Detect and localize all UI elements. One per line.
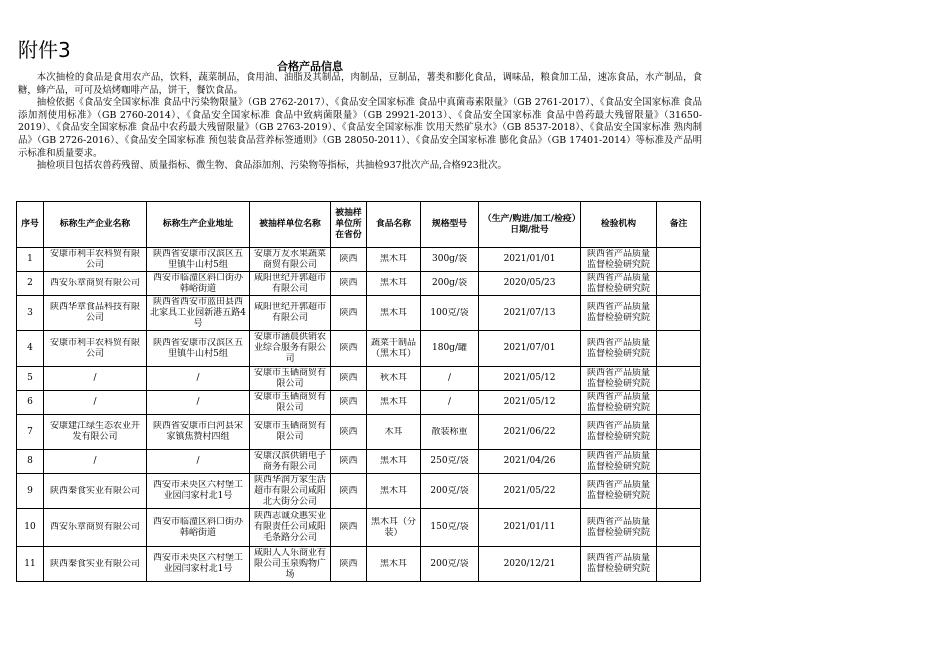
cell-food-name — [367, 474, 421, 509]
cell-manufacturer-address — [147, 415, 250, 450]
annex-label: 附件3 — [18, 38, 71, 62]
cell-province — [331, 296, 367, 331]
cell-date-batch-text: 2021/05/12 — [503, 373, 556, 383]
cell-food-name-text: 黑木耳 — [379, 558, 407, 569]
cell-manufacturer-address-text: 西安市临潼区斜口街办韩峪街道 — [152, 516, 243, 538]
cell-spec — [421, 547, 479, 582]
cell-seq-text: 9 — [27, 485, 33, 496]
cell-spec — [421, 272, 479, 296]
cell-manufacturer-address-text: 西安市临潼区斜口街办韩峪街道 — [152, 272, 243, 294]
cell-manufacturer-name-text: / — [93, 456, 97, 466]
cell-remarks — [657, 367, 701, 391]
cell-inspection-agency — [581, 509, 657, 547]
cell-food-name-text: 秋木耳 — [379, 373, 407, 383]
cell-spec-text: / — [447, 397, 452, 407]
cell-date-batch-text: 2021/06/22 — [503, 426, 556, 437]
cell-inspection-agency-text: 陕西省产品质量监督检验研究院 — [586, 367, 650, 389]
cell-manufacturer-address — [147, 367, 250, 391]
cell-province — [331, 248, 367, 272]
cell-date-batch — [479, 509, 581, 547]
table-row — [17, 272, 701, 296]
header-sampled-unit: 被抽样单位名称 — [250, 202, 331, 248]
cell-sampled-unit-text: 安康市涵晨供销农业综合服务有限公司 — [253, 332, 326, 364]
cell-spec — [421, 331, 479, 367]
cell-manufacturer-address-text: 西安市未央区六村堡工业园闫家村北1号 — [152, 480, 243, 501]
cell-food-name-text: 黑木耳 — [379, 278, 407, 288]
cell-province — [331, 474, 367, 509]
cell-manufacturer-name-text: / — [93, 373, 97, 383]
table-row — [17, 415, 701, 450]
cell-spec — [421, 391, 479, 415]
cell-province-text: 陕西 — [339, 522, 358, 532]
cell-spec-text: 散装称重 — [431, 426, 468, 437]
cell-inspection-agency — [581, 415, 657, 450]
cell-manufacturer-name — [44, 509, 147, 547]
cell-manufacturer-name-text: 安康市利丰农科贸有限公司 — [49, 248, 140, 270]
cell-food-name-text: 木耳 — [384, 426, 403, 437]
cell-manufacturer-address — [147, 547, 250, 582]
document-title: 合格产品信息 — [277, 60, 343, 73]
cell-manufacturer-address — [147, 391, 250, 415]
cell-manufacturer-address-text: 陕西省西安市蓝田县西北家具工业园新港五路4号 — [150, 296, 246, 329]
header-food-name: 食品名称 — [367, 202, 421, 248]
table-header-row — [17, 202, 701, 248]
cell-manufacturer-address — [147, 296, 250, 331]
cell-manufacturer-name — [44, 415, 147, 450]
cell-manufacturer-name-text: 陕西秦食实业有限公司 — [49, 558, 140, 569]
cell-date-batch-text: 2021/01/11 — [503, 522, 556, 532]
cell-manufacturer-name — [44, 450, 147, 474]
cell-food-name — [367, 367, 421, 391]
intro-paragraph-scope: 本次抽检的食品是食用农产品，饮料，蔬菜制品，食用油、油脂及其制品，肉制品，豆制品，薯类和膨化食品，调味品，粮食加工品，速冻食品，水产制品，食糖，蜂产品，可可及焙烤咖啡产品，饼干，餐饮食品。 — [18, 72, 702, 96]
cell-sampled-unit — [250, 367, 331, 391]
cell-manufacturer-name-text: 西安乐章商贸有限公司 — [49, 278, 140, 288]
cell-date-batch-text: 2021/07/13 — [503, 307, 556, 318]
cell-date-batch-text: 2021/07/01 — [503, 343, 556, 353]
cell-manufacturer-address-text: / — [196, 397, 200, 407]
cell-manufacturer-address-text: / — [196, 373, 200, 383]
cell-date-batch-text: 2020/12/21 — [503, 558, 556, 569]
intro-paragraph-basis: 抽检依据《食品安全国家标准 食品中污染物限量》（GB 2762-2017）、《食品安全国家标准 食品中真菌毒素限量》（GB 2761-2017）、《食品安全国家标准 食品添加剂使用标准》（GB 2760-2014）、《食品安全国家标准 食品中致病菌限量》（GB 29921-2013）、《食品安全国家标准 食品中兽药最大残留限量》（31650-2019）、《食品安全国家标准 食品中农药最大残留限量》（GB 2763-2019）、《食品安全国家标准 饮用天然矿泉水》（GB 8537-2018）、《食品安全国家标准 熟肉制品》（GB 2726-2016）、《食品安全国家标准 预包装食品营养标签通则》（GB 28050-2011）、《食品安全国家标准 膨化食品》（GB 17401-2014）等标准及产品明示标准和质量要求。 — [18, 97, 702, 159]
cell-inspection-agency-text: 陕西省产品质量监督检验研究院 — [586, 302, 650, 323]
cell-manufacturer-address — [147, 331, 250, 367]
cell-province — [331, 367, 367, 391]
cell-manufacturer-address-text: 陕西省安康市汉滨区五里镇牛山村5组 — [152, 248, 243, 270]
cell-province — [331, 415, 367, 450]
cell-inspection-agency-text: 陕西省产品质量监督检验研究院 — [586, 516, 650, 538]
cell-seq — [17, 248, 44, 272]
cell-seq-text: 8 — [27, 456, 33, 466]
cell-remarks — [657, 296, 701, 331]
table-row — [17, 391, 701, 415]
cell-province — [331, 547, 367, 582]
cell-date-batch — [479, 391, 581, 415]
cell-food-name-text: 蔬菜干制品（黑木耳） — [370, 337, 416, 359]
cell-manufacturer-address-text: 陕西省安康市汉滨区五里镇牛山村5组 — [152, 337, 243, 359]
cell-food-name-text: 黑木耳 — [379, 397, 407, 407]
cell-food-name — [367, 272, 421, 296]
header-manufacturer-address: 标称生产企业地址 — [147, 202, 250, 248]
cell-sampled-unit-text: 安康市玉硒商贸有限公司 — [253, 421, 326, 442]
header-seq: 序号 — [17, 202, 44, 248]
cell-sampled-unit — [250, 391, 331, 415]
cell-date-batch — [479, 331, 581, 367]
cell-remarks — [657, 450, 701, 474]
cell-inspection-agency-text: 陕西省产品质量监督检验研究院 — [586, 391, 650, 413]
cell-remarks — [657, 474, 701, 509]
cell-remarks — [657, 272, 701, 296]
cell-province-text: 陕西 — [339, 307, 358, 318]
cell-sampled-unit-text: 陕西志诚众惠实业有限责任公司咸阳毛条路分公司 — [253, 511, 326, 543]
intro-text — [18, 72, 702, 173]
cell-seq — [17, 474, 44, 509]
cell-inspection-agency-text: 陕西省产品质量监督检验研究院 — [586, 421, 650, 442]
cell-manufacturer-address — [147, 272, 250, 296]
cell-seq-text: 5 — [27, 373, 33, 383]
cell-manufacturer-name-text: 西安乐章商贸有限公司 — [49, 522, 140, 532]
header-date-batch: （生产/购进/加工/检疫）日期/批号 — [479, 202, 581, 248]
header-province: 被抽样单位所在省份 — [331, 202, 367, 248]
cell-spec — [421, 367, 479, 391]
cell-inspection-agency — [581, 450, 657, 474]
cell-food-name — [367, 509, 421, 547]
cell-date-batch — [479, 367, 581, 391]
cell-seq-text: 1 — [27, 254, 33, 264]
cell-date-batch — [479, 248, 581, 272]
cell-manufacturer-address-text: / — [196, 456, 200, 466]
cell-inspection-agency — [581, 272, 657, 296]
table-row — [17, 547, 701, 582]
cell-province — [331, 450, 367, 474]
cell-food-name-text: 黑木耳 — [379, 307, 407, 318]
cell-manufacturer-address — [147, 474, 250, 509]
header-manufacturer-name: 标称生产企业名称 — [44, 202, 147, 248]
cell-seq — [17, 296, 44, 331]
cell-remarks — [657, 331, 701, 367]
cell-manufacturer-name — [44, 272, 147, 296]
cell-date-batch-text: 2021/04/26 — [503, 456, 556, 466]
cell-inspection-agency-text: 陕西省产品质量监督检验研究院 — [586, 272, 650, 294]
cell-manufacturer-name-text: 安康市利丰农科贸有限公司 — [49, 337, 140, 359]
cell-manufacturer-name — [44, 367, 147, 391]
cell-spec — [421, 296, 479, 331]
cell-food-name-text: 黑木耳 — [379, 254, 407, 264]
table-row — [17, 367, 701, 391]
cell-seq — [17, 547, 44, 582]
cell-food-name-text: 黑木耳 — [379, 456, 407, 466]
cell-province — [331, 509, 367, 547]
cell-seq-text: 7 — [27, 426, 33, 437]
cell-manufacturer-name-text: / — [93, 397, 97, 407]
cell-date-batch-text: 2020/05/23 — [503, 278, 556, 288]
cell-manufacturer-address — [147, 248, 250, 272]
cell-spec-text: 200克/袋 — [430, 558, 469, 569]
cell-province-text: 陕西 — [339, 373, 358, 383]
cell-manufacturer-address — [147, 509, 250, 547]
qualified-products-table — [16, 201, 701, 582]
cell-inspection-agency — [581, 248, 657, 272]
cell-spec-text: 300g/袋 — [432, 254, 467, 264]
cell-food-name — [367, 415, 421, 450]
cell-inspection-agency-text: 陕西省产品质量监督检验研究院 — [586, 337, 650, 359]
cell-sampled-unit-text: 安康市玉硒商贸有限公司 — [253, 391, 326, 413]
cell-inspection-agency — [581, 367, 657, 391]
cell-seq-text: 2 — [27, 278, 33, 288]
cell-remarks — [657, 391, 701, 415]
cell-date-batch-text: 2021/05/12 — [503, 397, 556, 407]
cell-manufacturer-name-text: 安康建江绿生态农业开发有限公司 — [49, 421, 140, 442]
cell-inspection-agency-text: 陕西省产品质量监督检验研究院 — [586, 248, 650, 270]
cell-manufacturer-name — [44, 547, 147, 582]
cell-food-name — [367, 331, 421, 367]
table-row — [17, 450, 701, 474]
cell-province — [331, 331, 367, 367]
cell-spec — [421, 415, 479, 450]
cell-province-text: 陕西 — [339, 558, 358, 569]
cell-manufacturer-name-text: 陕西华章食品科技有限公司 — [49, 302, 140, 323]
cell-province-text: 陕西 — [339, 254, 358, 264]
cell-sampled-unit — [250, 296, 331, 331]
header-remarks: 备注 — [657, 202, 701, 248]
cell-province — [331, 391, 367, 415]
table-row — [17, 296, 701, 331]
cell-date-batch — [479, 474, 581, 509]
cell-date-batch — [479, 296, 581, 331]
cell-spec-text: 150克/袋 — [430, 522, 469, 532]
intro-paragraph-items: 抽检项目包括农兽药残留、质量指标、微生物、食品添加剂、污染物等指标，共抽检937批次产品,合格923批次。 — [36, 160, 507, 172]
cell-manufacturer-address-text: 陕西省安康市白河县宋家镇焦赞村四组 — [152, 421, 243, 442]
cell-sampled-unit — [250, 331, 331, 367]
cell-sampled-unit-text: 咸阳人人乐商业有限公司玉泉购物广场 — [253, 547, 326, 580]
cell-province-text: 陕西 — [339, 397, 358, 407]
cell-date-batch — [479, 450, 581, 474]
cell-sampled-unit — [250, 415, 331, 450]
cell-province — [331, 272, 367, 296]
cell-sampled-unit — [250, 547, 331, 582]
cell-seq — [17, 509, 44, 547]
cell-remarks — [657, 509, 701, 547]
cell-seq — [17, 367, 44, 391]
cell-province-text: 陕西 — [339, 426, 358, 437]
cell-sampled-unit — [250, 450, 331, 474]
cell-spec-text: / — [447, 373, 452, 383]
cell-seq — [17, 391, 44, 415]
cell-food-name-text: 黑木耳 — [379, 485, 407, 496]
cell-seq — [17, 331, 44, 367]
cell-spec — [421, 248, 479, 272]
cell-date-batch-text: 2021/05/22 — [503, 485, 556, 496]
cell-manufacturer-name — [44, 296, 147, 331]
cell-seq-text: 11 — [24, 558, 36, 569]
cell-sampled-unit — [250, 272, 331, 296]
cell-province-text: 陕西 — [339, 343, 358, 353]
cell-date-batch — [479, 415, 581, 450]
cell-inspection-agency — [581, 331, 657, 367]
cell-food-name — [367, 547, 421, 582]
cell-inspection-agency — [581, 391, 657, 415]
cell-remarks — [657, 547, 701, 582]
cell-date-batch-text: 2021/01/01 — [503, 254, 556, 264]
cell-date-batch — [479, 547, 581, 582]
cell-seq-text: 10 — [24, 522, 36, 532]
cell-inspection-agency — [581, 296, 657, 331]
header-spec: 规格型号 — [421, 202, 479, 248]
cell-remarks — [657, 248, 701, 272]
table-row — [17, 331, 701, 367]
cell-food-name — [367, 248, 421, 272]
cell-seq-text: 4 — [27, 343, 33, 353]
cell-manufacturer-address-text: 西安市未央区六村堡工业园闫家村北1号 — [152, 553, 243, 574]
cell-sampled-unit-text: 咸阳世纪开郭超市有限公司 — [253, 302, 326, 323]
cell-spec — [421, 474, 479, 509]
cell-sampled-unit — [250, 248, 331, 272]
table-row — [17, 248, 701, 272]
cell-manufacturer-name — [44, 391, 147, 415]
cell-inspection-agency — [581, 547, 657, 582]
cell-manufacturer-address — [147, 450, 250, 474]
cell-inspection-agency — [581, 474, 657, 509]
cell-spec-text: 200克/袋 — [430, 485, 469, 496]
cell-spec-text: 250克/袋 — [430, 456, 469, 466]
cell-seq — [17, 415, 44, 450]
cell-sampled-unit-text: 安康万友水果蔬菜商贸有限公司 — [253, 248, 326, 270]
cell-spec-text: 200g/袋 — [432, 278, 467, 288]
cell-manufacturer-name — [44, 331, 147, 367]
cell-sampled-unit — [250, 509, 331, 547]
cell-remarks — [657, 415, 701, 450]
cell-food-name — [367, 391, 421, 415]
cell-inspection-agency-text: 陕西省产品质量监督检验研究院 — [586, 553, 650, 574]
header-inspection-agency: 检验机构 — [581, 202, 657, 248]
cell-seq-text: 6 — [27, 397, 33, 407]
cell-spec-text: 180g/罐 — [432, 343, 467, 353]
cell-inspection-agency-text: 陕西省产品质量监督检验研究院 — [586, 480, 650, 501]
cell-sampled-unit — [250, 474, 331, 509]
cell-province-text: 陕西 — [339, 485, 358, 496]
table-row — [17, 474, 701, 509]
cell-spec — [421, 509, 479, 547]
cell-manufacturer-name — [44, 474, 147, 509]
cell-sampled-unit-text: 安康汉滨供销电子商务有限公司 — [253, 450, 326, 472]
cell-seq-text: 3 — [27, 307, 33, 318]
cell-manufacturer-name — [44, 248, 147, 272]
cell-spec — [421, 450, 479, 474]
cell-food-name — [367, 296, 421, 331]
cell-province-text: 陕西 — [339, 456, 358, 466]
cell-seq — [17, 272, 44, 296]
cell-province-text: 陕西 — [339, 278, 358, 288]
cell-inspection-agency-text: 陕西省产品质量监督检验研究院 — [586, 450, 650, 472]
cell-food-name — [367, 450, 421, 474]
cell-sampled-unit-text: 咸阳世纪开郭超市有限公司 — [253, 272, 326, 294]
cell-sampled-unit-text: 安康市玉硒商贸有限公司 — [253, 367, 326, 389]
cell-sampled-unit-text: 陕西华润万家生活超市有限公司咸阳北大街分公司 — [253, 474, 326, 507]
cell-date-batch — [479, 272, 581, 296]
cell-food-name-text: 黑木耳（分装） — [370, 516, 416, 538]
cell-seq — [17, 450, 44, 474]
cell-spec-text: 100克/袋 — [430, 307, 469, 318]
cell-manufacturer-name-text: 陕西秦食实业有限公司 — [49, 485, 140, 496]
table-row — [17, 509, 701, 547]
